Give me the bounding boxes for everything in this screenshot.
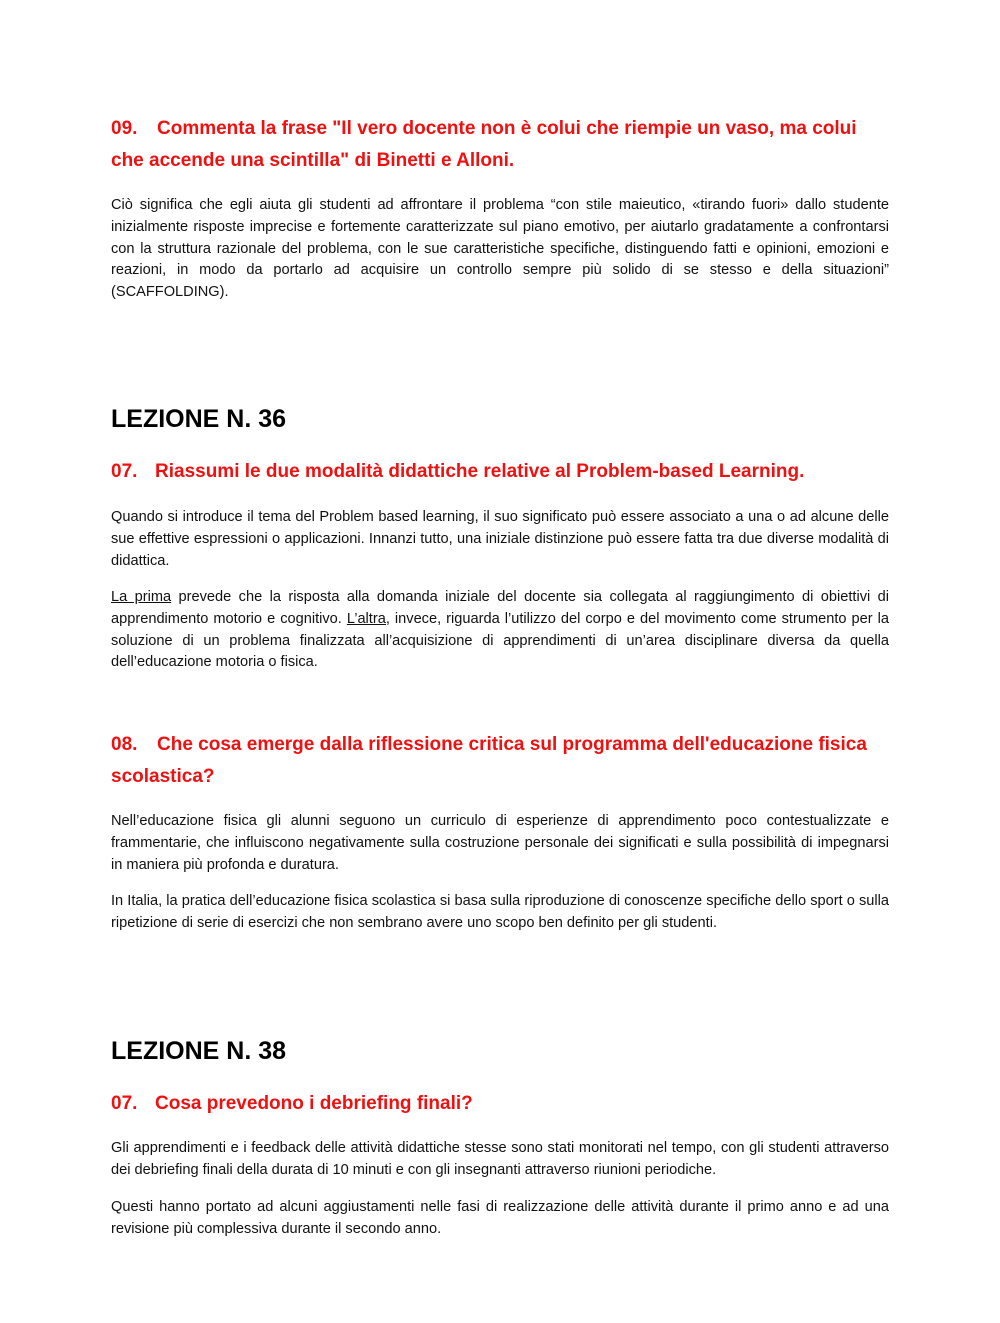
- paragraph-text: invece, riguarda l’utilizzo del corpo e del movimento come strumento per la soluzione di un problema finalizzata all’acquisizione di apprendimenti di un’area disciplinare diversa da quella dell’educazione motoria o fisica.: [111, 610, 889, 671]
- answer-paragraph: Quando si introduce il tema del Problem based learning, il suo significato può essere associato a una o ad alcune delle sue effettive espressioni o applicazioni. Innanzi tutto, una iniziale distinzione può essere fatta tra due diverse modalità di didattica.: [111, 509, 889, 569]
- question-text: Commenta la frase "Il vero docente non è colui che riempie un vaso, ma colui che accende una scintilla" di Binetti e Alloni.: [111, 118, 857, 171]
- question-heading-07: [111, 456, 889, 488]
- answer-paragraph: Ciò significa che egli aiuta gli studenti ad affrontare il problema “con stile maieutico, «tirando fuori» dallo studente inizialmente risposte imprecise e fortemente caratterizzate sul piano emotivo, per aiutarlo gradatamente a confrontarsi con la struttura razionale del problema, con le sue caratteristiche specifiche, distinguendo fatti e opinioni, emozioni e reazioni, in modo da portarlo ad acquisire un controllo sempre più solido di se stesso e della situazioni” (SCAFFOLDING).: [111, 197, 889, 301]
- underlined-term: La prima: [111, 589, 172, 605]
- question-text: Cosa prevedono i debriefing finali?: [155, 1093, 473, 1114]
- question-number: 09.: [111, 118, 138, 139]
- answer-paragraph: In Italia, la pratica dell’educazione fisica scolastica si basa sulla riproduzione di conoscenze specifiche dello sport o sulla ripetizione di serie di esercizi che non sembrano avere uno scopo ben definito per gli studenti.: [111, 893, 889, 931]
- question-number: 08.: [111, 734, 138, 755]
- paragraph-text: prevede che la risposta alla domanda iniziale del docente sia collegata al raggiungimento di obiettivi di apprendimento motorio e cognitivo.: [111, 589, 889, 627]
- question-heading-07: [111, 1088, 889, 1120]
- lesson-heading-38: LEZIONE N. 38: [111, 1037, 287, 1065]
- question-text: Riassumi le due modalità didattiche relative al Problem-based Learning.: [155, 461, 805, 482]
- lesson-heading-36: LEZIONE N. 36: [111, 405, 287, 433]
- question-number: 07.: [111, 1093, 138, 1114]
- question-number: 07.: [111, 461, 138, 482]
- answer-paragraph: Questi hanno portato ad alcuni aggiustamenti nelle fasi di realizzazione delle attività durante il primo anno e ad una revisione più complessiva durante il secondo anno.: [111, 1199, 889, 1237]
- answer-paragraph: [111, 587, 889, 674]
- question-heading-09: [111, 113, 889, 177]
- answer-paragraph: Nell’educazione fisica gli alunni seguono un curriculo di esperienze di apprendimento poco contestualizzate e frammentarie, che influiscono negativamente sulla costruzione personale dei significati e sulla possibilità di impegnarsi in maniera più profonda e duratura.: [111, 813, 889, 873]
- question-heading-08: [111, 729, 889, 793]
- question-text: Che cosa emerge dalla riflessione critica sul programma dell'educazione fisica scolastica?: [111, 734, 867, 787]
- answer-paragraph: Gli apprendimenti e i feedback delle attività didattiche stesse sono stati monitorati nel tempo, con gli studenti attraverso dei debriefing finali della durata di 10 minuti e con gli insegnanti attraverso riunioni periodiche.: [111, 1140, 889, 1178]
- underlined-term: L’altra,: [346, 610, 390, 627]
